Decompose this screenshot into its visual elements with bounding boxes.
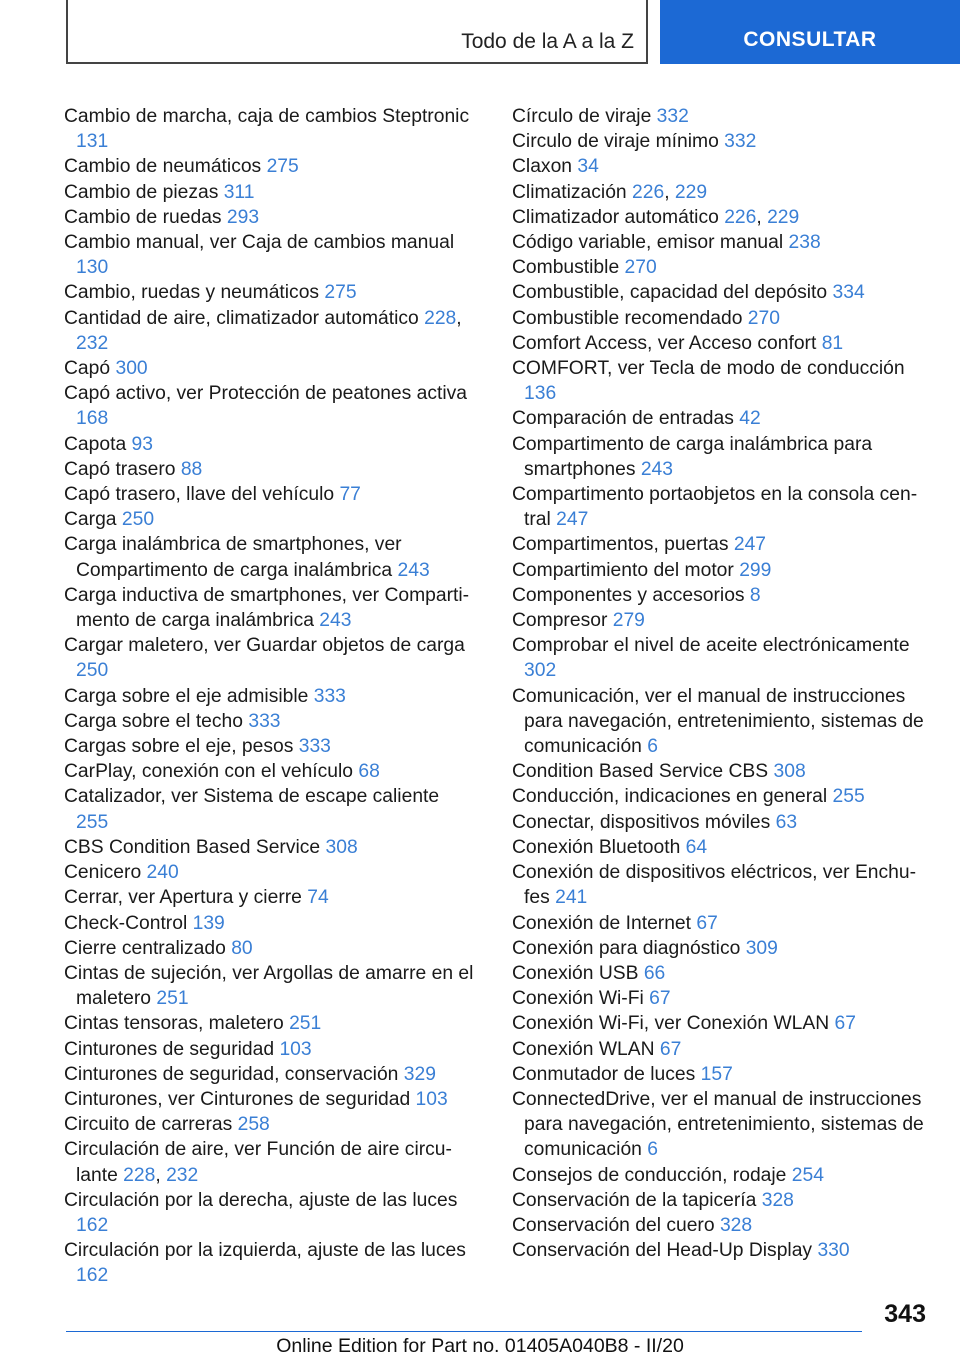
index-term: Conexión de Internet (512, 912, 692, 934)
page-link[interactable]: 229 (674, 181, 708, 203)
index-term: Cambio, ruedas y neumáticos (64, 282, 320, 304)
index-entry (64, 432, 476, 457)
page-link[interactable]: 332 (724, 131, 757, 153)
page-link[interactable]: 309 (745, 937, 778, 959)
page-link[interactable]: 254 (791, 1164, 824, 1186)
index-entry (64, 482, 476, 507)
page-link[interactable]: 162 (76, 1265, 109, 1287)
page-link[interactable]: 6 (647, 736, 658, 758)
index-term: Combustible recomendado (512, 307, 743, 329)
index-term: Conexión USB (512, 962, 639, 984)
page-link[interactable]: 136 (524, 383, 557, 405)
index-entry (512, 583, 924, 608)
page-number: 343 (884, 1300, 926, 1328)
page-link[interactable]: 228 (424, 307, 457, 329)
index-term: Cambio de marcha, caja de cambios Steptronic (64, 106, 470, 127)
page-link[interactable]: 299 (739, 559, 772, 581)
index-entry (64, 860, 476, 885)
index-entry (512, 255, 924, 280)
index-entry (64, 104, 476, 154)
index-entry (512, 356, 924, 406)
index-entry (64, 885, 476, 910)
page-link[interactable]: 93 (131, 433, 153, 455)
page-link[interactable]: 228 (123, 1164, 156, 1186)
page-link[interactable]: 238 (788, 232, 821, 254)
page-link[interactable]: 226 (724, 206, 757, 228)
index-term: Conexión Bluetooth (512, 836, 681, 858)
page-link[interactable]: 243 (397, 559, 430, 581)
index-entry (64, 709, 476, 734)
page-link[interactable]: 67 (696, 912, 718, 934)
page-link[interactable]: 162 (76, 1214, 109, 1236)
page-link[interactable]: 103 (279, 1038, 312, 1060)
page-link[interactable]: 250 (121, 509, 155, 531)
index-term: Claxon (512, 156, 573, 178)
index-entry (512, 1062, 924, 1087)
page-link[interactable]: 308 (325, 836, 358, 858)
index-entry (64, 507, 476, 532)
index-entry: Circulación de aire, ver Función de aire circulante 228, 232 (64, 1139, 452, 1186)
page-link[interactable]: 74 (307, 887, 329, 909)
page-link[interactable]: 243 (319, 610, 352, 632)
page-link[interactable]: 300 (115, 358, 148, 380)
index-entry (64, 835, 476, 860)
consultar-tab[interactable] (660, 0, 960, 64)
index-term: Carga inductiva de smartphones, ver Compartimento de carga inalámbrica (64, 584, 470, 632)
index-term: Check-Control (64, 912, 188, 934)
index-entry (64, 180, 476, 205)
page-link[interactable]: 226 (632, 181, 665, 203)
index-term: Compartimento de carga inalámbrica para smartphones (512, 433, 873, 480)
page-link[interactable]: 34 (577, 156, 599, 178)
index-term: Conexión Wi-Fi (512, 988, 644, 1010)
page-link[interactable]: 67 (659, 1038, 682, 1060)
index-term: Circulación por la derecha, ajuste de las luces (64, 1189, 458, 1211)
index-entry (512, 432, 924, 482)
page-link[interactable]: 270 (747, 307, 780, 329)
index-entry (512, 1163, 924, 1188)
page-link[interactable]: 308 (773, 761, 806, 783)
index-entry (64, 633, 476, 683)
page-link[interactable]: 64 (685, 836, 708, 858)
index-entry (512, 1213, 924, 1238)
page-link[interactable]: 103 (415, 1088, 448, 1110)
page-link[interactable]: 8 (749, 584, 761, 606)
index-entry (64, 936, 476, 961)
page-link[interactable]: 77 (339, 484, 361, 506)
index-term: Círculo de viraje (512, 106, 652, 127)
index-term: Compartimento portaobjetos en la consola central (512, 484, 918, 531)
index-term: Capó activo, ver Protección de peatones activa (64, 383, 467, 405)
index-term: Cambio de ruedas (64, 206, 222, 228)
index-term: Cenicero (64, 862, 142, 884)
index-entry (64, 205, 476, 230)
index-column-right (512, 104, 924, 1263)
page-link[interactable]: 81 (821, 332, 844, 354)
page-link[interactable]: 139 (192, 912, 225, 934)
index-entry (512, 306, 924, 331)
page-link[interactable]: 42 (739, 408, 761, 430)
index-column-left (64, 104, 476, 1289)
index-entry (512, 911, 924, 936)
index-entry (512, 835, 924, 860)
index-entry (512, 633, 924, 683)
page-link[interactable]: 251 (289, 1013, 322, 1035)
page-link[interactable]: 168 (76, 408, 109, 430)
index-term: Compresor (512, 610, 608, 632)
page-link[interactable]: 247 (733, 534, 767, 556)
page-link[interactable]: 80 (231, 937, 253, 959)
section-title: Todo de la A a la Z (461, 30, 634, 53)
page-link[interactable]: 67 (834, 1013, 856, 1035)
index-term: Circulación de aire, ver Función de aire circulante (64, 1139, 452, 1186)
index-term: Carga inalámbrica de smartphones, ver Compartimento de carga inalámbrica (64, 534, 402, 581)
index-entry (64, 1188, 476, 1238)
index-entry (64, 784, 476, 834)
page-link[interactable]: 270 (624, 257, 657, 279)
index-entry (512, 1011, 924, 1036)
page-link[interactable]: 258 (237, 1114, 270, 1136)
index-entry: Climatización 226, 229 (512, 181, 708, 203)
page-link[interactable]: 130 (76, 257, 109, 279)
index-entry (64, 734, 476, 759)
index-term: Conmutador de luces (512, 1063, 696, 1085)
index-entry (512, 532, 924, 557)
index-term: Conectar, dispositivos móviles (512, 811, 771, 833)
index-term: Conducción, indicaciones en general (512, 786, 828, 808)
index-entry (64, 1238, 476, 1288)
index-term: Cinturones, ver Cinturones de seguridad (64, 1088, 411, 1110)
index-term: Conexión de dispositivos eléctricos, ver Enchufes (512, 862, 917, 909)
index-entry (64, 1112, 476, 1137)
index-entry: Climatizador automático 226, 229 (512, 206, 800, 228)
index-entry: Cantidad de aire, climatizador automático 228, 232 (64, 307, 462, 354)
index-term: Cerrar, ver Apertura y cierre (64, 887, 302, 909)
index-term: ConnectedDrive, ver el manual de instrucciones para navegación, entretenimiento, sistemas de comunicación (512, 1088, 924, 1161)
index-term: Conservación del Head-Up Display (512, 1240, 813, 1262)
page-link[interactable]: 66 (643, 962, 666, 984)
index-term: Código variable, emisor manual (512, 232, 784, 254)
index-term: Cintas tensoras, maletero (64, 1013, 284, 1035)
index-entry (512, 684, 924, 760)
page-link[interactable]: 255 (76, 811, 109, 833)
index-term: Comparación de entradas (512, 408, 734, 430)
index-entry (64, 154, 476, 179)
page-link[interactable]: 240 (146, 862, 179, 884)
index-entry (512, 810, 924, 835)
page-link[interactable]: 6 (647, 1139, 658, 1161)
index-entry (512, 280, 924, 305)
index-term: Cintas de sujeción, ver Argollas de amarre en el maletero (64, 962, 474, 1010)
page-link[interactable]: 157 (700, 1063, 733, 1085)
index-term: Climatizador automático (512, 206, 719, 228)
page-link[interactable]: 311 (223, 181, 255, 203)
index-term: Cinturones de seguridad, conservación (64, 1063, 399, 1085)
index-term: Carga sobre el eje admisible (64, 685, 309, 707)
index-term: Comfort Access, ver Acceso confort (512, 332, 817, 354)
page-link[interactable]: 302 (524, 660, 557, 682)
page-link[interactable]: 333 (298, 736, 331, 758)
page-link[interactable]: 328 (761, 1189, 794, 1211)
index-term: Conexión WLAN (512, 1038, 655, 1060)
index-term: Carga sobre el techo (64, 710, 243, 732)
index-term: Conservación del cuero (512, 1214, 715, 1236)
index-entry (512, 759, 924, 784)
index-entry (512, 558, 924, 583)
page-link[interactable]: 229 (767, 206, 800, 228)
index-entry (512, 154, 924, 179)
page-link[interactable]: 251 (156, 988, 189, 1010)
page-link[interactable]: 67 (649, 988, 671, 1010)
index-entry (64, 1062, 476, 1087)
index-term: Cambio manual, ver Caja de cambios manual (64, 232, 455, 254)
index-entry (512, 784, 924, 809)
page-link[interactable]: 247 (556, 509, 589, 531)
page-link[interactable]: 293 (226, 206, 260, 228)
index-entry (64, 230, 476, 280)
page-link[interactable]: 333 (248, 710, 281, 732)
page-link[interactable]: 232 (76, 332, 109, 354)
index-term: Conservación de la tapicería (512, 1189, 757, 1211)
index-term: Comprobar el nivel de aceite electrónicamente (512, 635, 910, 657)
index-term: Cambio de piezas (64, 181, 219, 203)
index-term: Compartimiento del motor (512, 559, 734, 581)
index-term: Condition Based Service CBS (512, 761, 769, 783)
index-term: Cambio de neumáticos (64, 156, 262, 178)
index-entry (64, 381, 476, 431)
index-term: Carga (64, 509, 117, 531)
footer-divider (66, 1331, 862, 1332)
index-entry (64, 356, 476, 381)
page-link[interactable]: 275 (266, 156, 299, 178)
page-link[interactable]: 131 (76, 131, 109, 153)
index-entry (64, 1087, 476, 1112)
page-link[interactable]: 68 (358, 761, 380, 783)
index-term: Conexión Wi-Fi, ver Conexión WLAN (512, 1013, 830, 1035)
index-term: Capó trasero (64, 458, 176, 480)
index-entry (512, 1188, 924, 1213)
page-link[interactable]: 334 (832, 282, 865, 304)
index-entry (64, 280, 476, 305)
index-entry (512, 1238, 924, 1263)
index-term: Catalizador, ver Sistema de escape caliente (64, 786, 440, 808)
page-link[interactable]: 88 (180, 458, 203, 480)
index-entry (512, 482, 924, 532)
page-link[interactable]: 329 (403, 1063, 436, 1085)
index-entry (512, 331, 924, 356)
page-link[interactable]: 332 (656, 106, 689, 127)
index-entry (512, 230, 924, 255)
index-term: Cierre centralizado (64, 937, 226, 959)
index-entry (512, 860, 924, 910)
index-term: Circulo de viraje mínimo (512, 131, 719, 153)
index-entry (64, 1037, 476, 1062)
page-link[interactable]: 63 (775, 811, 798, 833)
page-link[interactable]: 250 (76, 660, 109, 682)
page-link[interactable]: 241 (555, 887, 588, 909)
index-term: Cargas sobre el eje, pesos (64, 736, 294, 758)
page-link[interactable]: 279 (612, 610, 645, 632)
index-term: CarPlay, conexión con el vehículo (64, 761, 354, 783)
index-term: Cantidad de aire, climatizador automático (64, 307, 419, 329)
page-link[interactable]: 328 (719, 1214, 753, 1236)
index-entry (512, 129, 924, 154)
index-term: Capó (64, 358, 111, 380)
index-term: Comunicación, ver el manual de instrucciones para navegación, entretenimiento, sistemas de comunicación (512, 685, 924, 758)
index-term: Consejos de conducción, rodaje (512, 1164, 787, 1186)
index-term: Capó trasero, llave del vehículo (64, 484, 335, 506)
page-link[interactable]: 275 (324, 282, 357, 304)
index-term: Componentes y accesorios (512, 584, 745, 606)
index-entry (512, 961, 924, 986)
page-link[interactable]: 330 (817, 1240, 850, 1262)
tab-label: CONSULTAR (743, 28, 877, 51)
index-entry (64, 457, 476, 482)
index-entry (64, 1011, 476, 1036)
index-entry (512, 986, 924, 1011)
index-term: Conexión para diagnóstico (512, 937, 741, 959)
index-entry (512, 1087, 924, 1163)
index-term: COMFORT, ver Tecla de modo de conducción (512, 358, 905, 380)
index-term: CBS Condition Based Service (64, 836, 321, 858)
index-entry (64, 583, 476, 633)
index-entry (64, 532, 476, 582)
index-term: Combustible (512, 257, 620, 279)
index-term: Compartimentos, puertas (512, 534, 729, 556)
index-term: Climatización (512, 181, 627, 203)
page-link[interactable]: 232 (166, 1164, 199, 1186)
index-entry (512, 406, 924, 431)
index-entry (64, 911, 476, 936)
index-entry (512, 608, 924, 633)
index-entry (512, 104, 924, 129)
page-link[interactable]: 255 (832, 786, 865, 808)
index-term: Cinturones de seguridad (64, 1038, 275, 1060)
index-term: Combustible, capacidad del depósito (512, 282, 828, 304)
index-entry (64, 684, 476, 709)
index-term: Capota (64, 433, 127, 455)
page-link[interactable]: 243 (640, 458, 673, 480)
footer-edition: Online Edition for Part no. 01405A040B8 - II/20 (276, 1335, 684, 1357)
index-entry (512, 936, 924, 961)
index-term: Circuito de carreras (64, 1114, 233, 1136)
index-term: Cargar maletero, ver Guardar objetos de carga (64, 635, 465, 657)
index-term: Circulación por la izquierda, ajuste de las luces (64, 1240, 466, 1262)
page-link[interactable]: 333 (313, 685, 346, 707)
index-entry (512, 1037, 924, 1062)
header-section-frame (66, 0, 648, 64)
index-entry (64, 961, 476, 1011)
index-entry (64, 759, 476, 784)
